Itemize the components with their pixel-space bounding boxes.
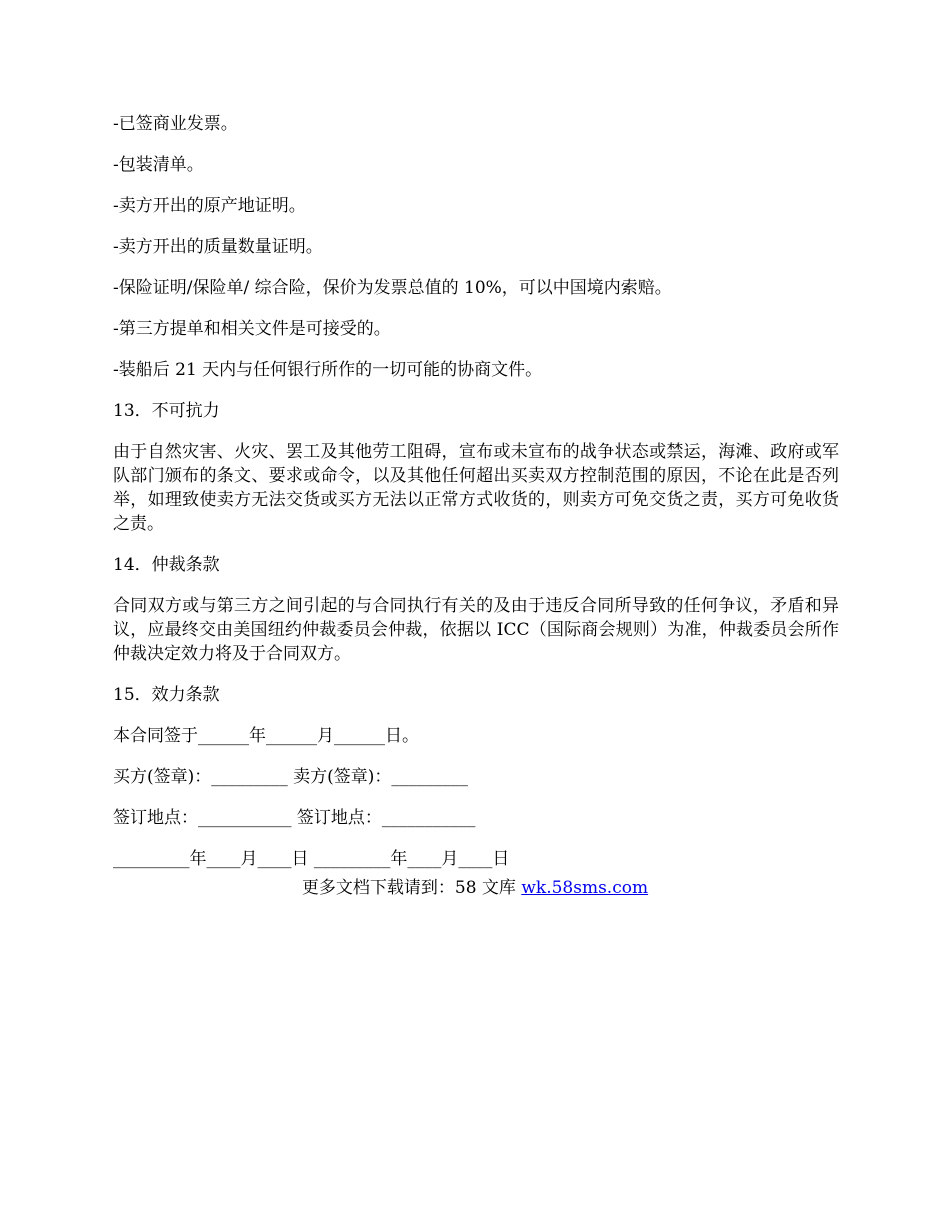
list-item: -包装清单。	[113, 155, 204, 175]
section-15-title: 15．效力条款	[113, 685, 220, 705]
footer-text: 更多文档下载请到：58 文库	[301, 878, 522, 898]
footer	[0, 876, 950, 900]
document-body	[113, 112, 839, 888]
list-item: -第三方提单和相关文件是可接受的。	[113, 319, 391, 339]
list-item: -保险证明/保险单/ 综合险，保价为发票总值的 10%，可以中国境内索赔。	[113, 278, 672, 298]
sign-place-line: 签订地点：___________ 签订地点：___________	[113, 808, 476, 828]
section-13-body: 由于自然灾害、火灾、罢工及其他劳工阻碍，宣布或未宣布的战争状态或禁运，海滩、政府或军队部门颁布的条文、要求或命令，以及其他任何超出买卖双方控制范围的原因，不论在此是否列举，如理致使卖方无法交货或买方无法以正常方式收货的，则卖方可免交货之责，买方可免收货之责。	[113, 442, 839, 534]
section-14-body: 合同双方或与第三方之间引起的与合同执行有关的及由于违反合同所导致的任何争议，矛盾和异议，应最终交由美国纽约仲裁委员会仲裁，依据以 ICC（国际商会规则）为准，仲裁委员会所作仲裁决定效力将及于合同双方。	[113, 596, 839, 664]
section-14-title: 14．仲裁条款	[113, 555, 220, 575]
sign-date-line: 本合同签于______年______月______日。	[113, 726, 419, 746]
list-item: -装船后 21 天内与任何银行所作的一切可能的协商文件。	[113, 360, 543, 380]
list-item: -卖方开出的质量数量证明。	[113, 237, 323, 257]
footer-link[interactable]: wk.58sms.com	[521, 878, 649, 898]
list-item: -卖方开出的原产地证明。	[113, 196, 306, 216]
section-13-title: 13．不可抗力	[113, 401, 220, 421]
date-fill-line: _________年____月____日 _________年____月____日	[113, 849, 510, 869]
list-item: -已签商业发票。	[113, 114, 238, 134]
signature-line: 买方(签章)：_________ 卖方(签章)：_________	[113, 767, 468, 787]
